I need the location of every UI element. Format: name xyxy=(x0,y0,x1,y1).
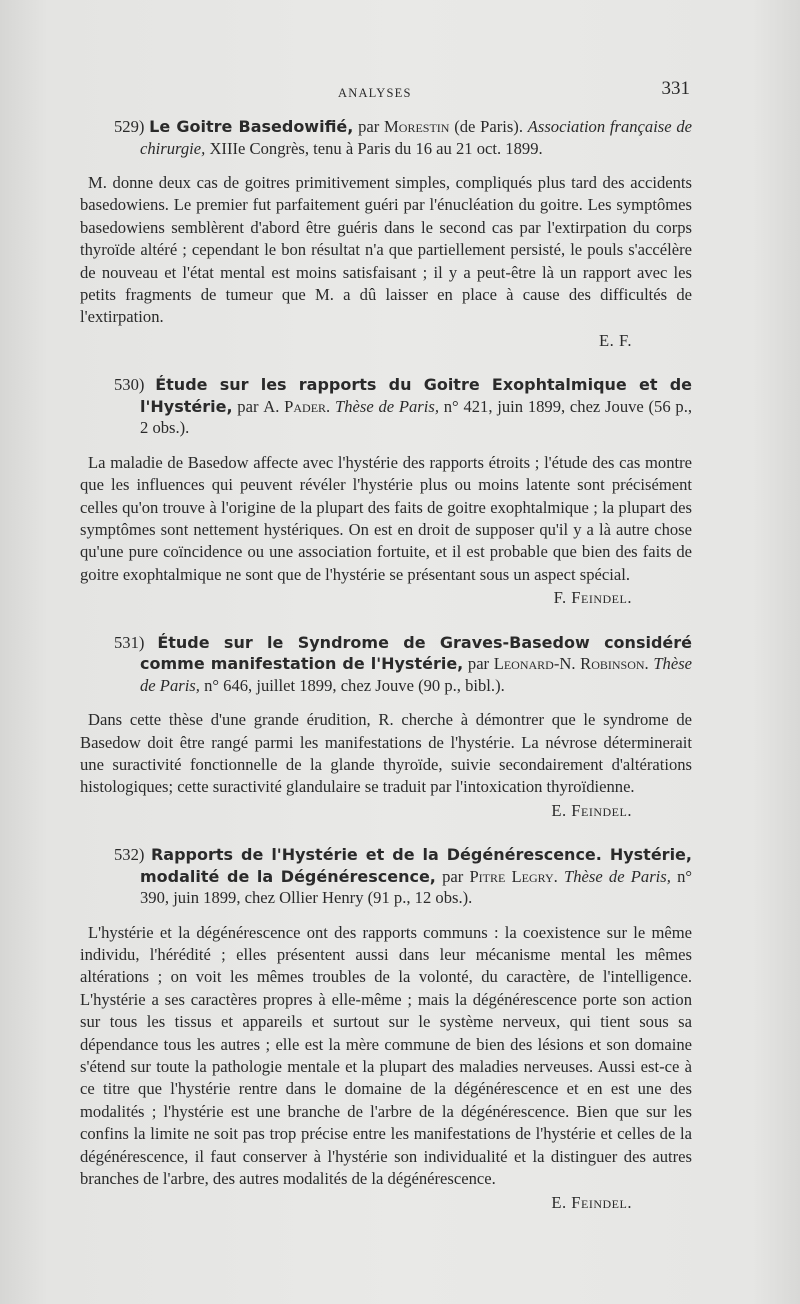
page-content xyxy=(80,116,692,1236)
article-heading: Étude sur les rapports du Goitre Exophtalmique et de l'Hystérie, xyxy=(140,375,692,416)
citation-plain: (de Paris). xyxy=(454,117,523,136)
article-531 xyxy=(80,632,692,823)
article-author: Pitre Legry. xyxy=(469,866,558,886)
citation-details: n° 646, juillet 1899, chez Jouve (90 p., bibl.). xyxy=(204,675,505,695)
article-author: Leonard-N. Robinson. xyxy=(493,654,649,674)
article-author: Morestin xyxy=(384,117,450,136)
article-body: M. donne deux cas de goitres primitivement simples, compliqués plus tard des accidents basedowiens. Le premier fut parfaitement guéri par l'énucléation du goitre. Les symptômes basedowiens semblèrent d'abord être guéris dans le second cas par l'extirpation du corps thyroïde altéré ; cependant le bon résultat n'a que partiellement persisté, le pouls s'accélère de nouveau et l'état mental est moins satisfaisant ; il y a peut-être là un rapport avec les petits fragments de tumeur que M. a dû laisser en place à cause des difficultés de l'extirpation. xyxy=(80,173,692,327)
by-word: par xyxy=(467,654,490,674)
citation-details: n° 390, juin 1899, chez Ollier Henry (91 p., 12 obs.). xyxy=(140,866,692,908)
article-heading: Rapports de l'Hystérie et de la Dégénérescence. Hystérie, modalité de la Dégénérescence, xyxy=(140,845,692,886)
running-head: ANALYSES xyxy=(338,86,412,100)
article-signature: E. Feindel. xyxy=(551,1192,632,1212)
article-title xyxy=(80,116,692,159)
citation-source: Thèse de Paris, xyxy=(140,654,693,695)
by-word: par xyxy=(237,396,259,416)
article-number: 532) xyxy=(114,845,145,865)
citation-source: Thèse de Paris, xyxy=(334,396,439,416)
article-529 xyxy=(80,116,692,352)
article-body: La maladie de Basedow affecte avec l'hystérie des rapports étroits ; l'étude des cas montre que les influences qui peuvent révéler l'hystérie plus ou moins latente sont précisément celles qu'on trouve à l'origine de la plupart des faits de goitre exophtalmique ; la plupart des symptômes sont nettement hystériques. On est en droit de supposer qu'il y a là autre chose qu'une pure coïncidence ou une association fortuite, et il est probable que bien des faits de goitre exophtalmique ne sont que de l'hystérie se présentant sous un aspect spécial. xyxy=(80,452,692,584)
article-number: 529) xyxy=(114,117,145,136)
article-530 xyxy=(80,374,692,609)
article-body: L'hystérie et la dégénérescence ont des rapports communs : la coexistence sur le même individu, l'hérédité ; elles présentent aussi dans leur mécanisme mental les mêmes altérations ; on voit les mêmes troubles de la volonté, du caractère, de l'intelligence. L'hystérie a ses caractères propres à elle-même ; mais la dégénérescence porte son action sur tous les tissus et appareils et surtout sur le système nerveux, qui tient sous sa dépendance tous les autres ; elle est la mère commune de bien des lésions et son domaine s'étend sur toute la pathologie mentale et la plupart des maladies nerveuses. Aussi est-ce à ce titre que l'hystérie rentre dans le domaine de la dégénérescence et en est une des modalités ; l'hystérie est une branche de l'arbre de la dégénérescence. Bien que sur les confins la limite ne soit pas trop précise entre les manifestations de l'hystérie et celles de la dégénérescence, il faut conserver à l'hystérie son individualité et la distinguer des autres branches de l'arbre, des autres modalités de la dégénérescence. xyxy=(80,922,692,1189)
article-532 xyxy=(80,844,692,1214)
citation-source: Thèse de Paris, xyxy=(564,866,671,886)
article-title xyxy=(80,374,692,439)
article-heading: Étude sur le Syndrome de Graves-Basedow considéré comme manifestation de l'Hystérie, xyxy=(140,632,692,674)
article-signature: E. F. xyxy=(599,330,632,350)
by-word: par xyxy=(442,866,464,886)
page-header xyxy=(80,76,690,102)
by-word: par xyxy=(358,117,380,136)
article-signature: E. Feindel. xyxy=(551,800,632,820)
article-heading: Le Goitre Basedowifié, xyxy=(149,117,354,136)
article-title xyxy=(80,632,692,697)
citation-details: XIIIe Congrès, tenu à Paris du 16 au 21 oct. 1899. xyxy=(209,138,543,158)
article-title xyxy=(80,844,692,909)
article-author: A. Pader. xyxy=(263,396,331,416)
article-signature: F. Feindel. xyxy=(553,588,632,608)
citation-source: Association française de chirurgie, xyxy=(140,117,693,158)
article-body: Dans cette thèse d'une grande érudition, R. cherche à démontrer que le syndrome de Basedow doit être rangé parmi les manifestations de l'hystérie. La névrose déterminerait une suractivité fonctionnelle de la glande thyroïde, suivie secondairement d'altérations histologiques; cette suractivité glandulaire se traduit par l'intoxication thyroïdienne. xyxy=(80,710,692,797)
page-number: 331 xyxy=(661,78,690,99)
citation-details: n° 421, juin 1899, chez Jouve (56 p., 2 obs.). xyxy=(140,396,693,438)
article-number: 530) xyxy=(114,375,145,395)
article-number: 531) xyxy=(114,632,145,652)
